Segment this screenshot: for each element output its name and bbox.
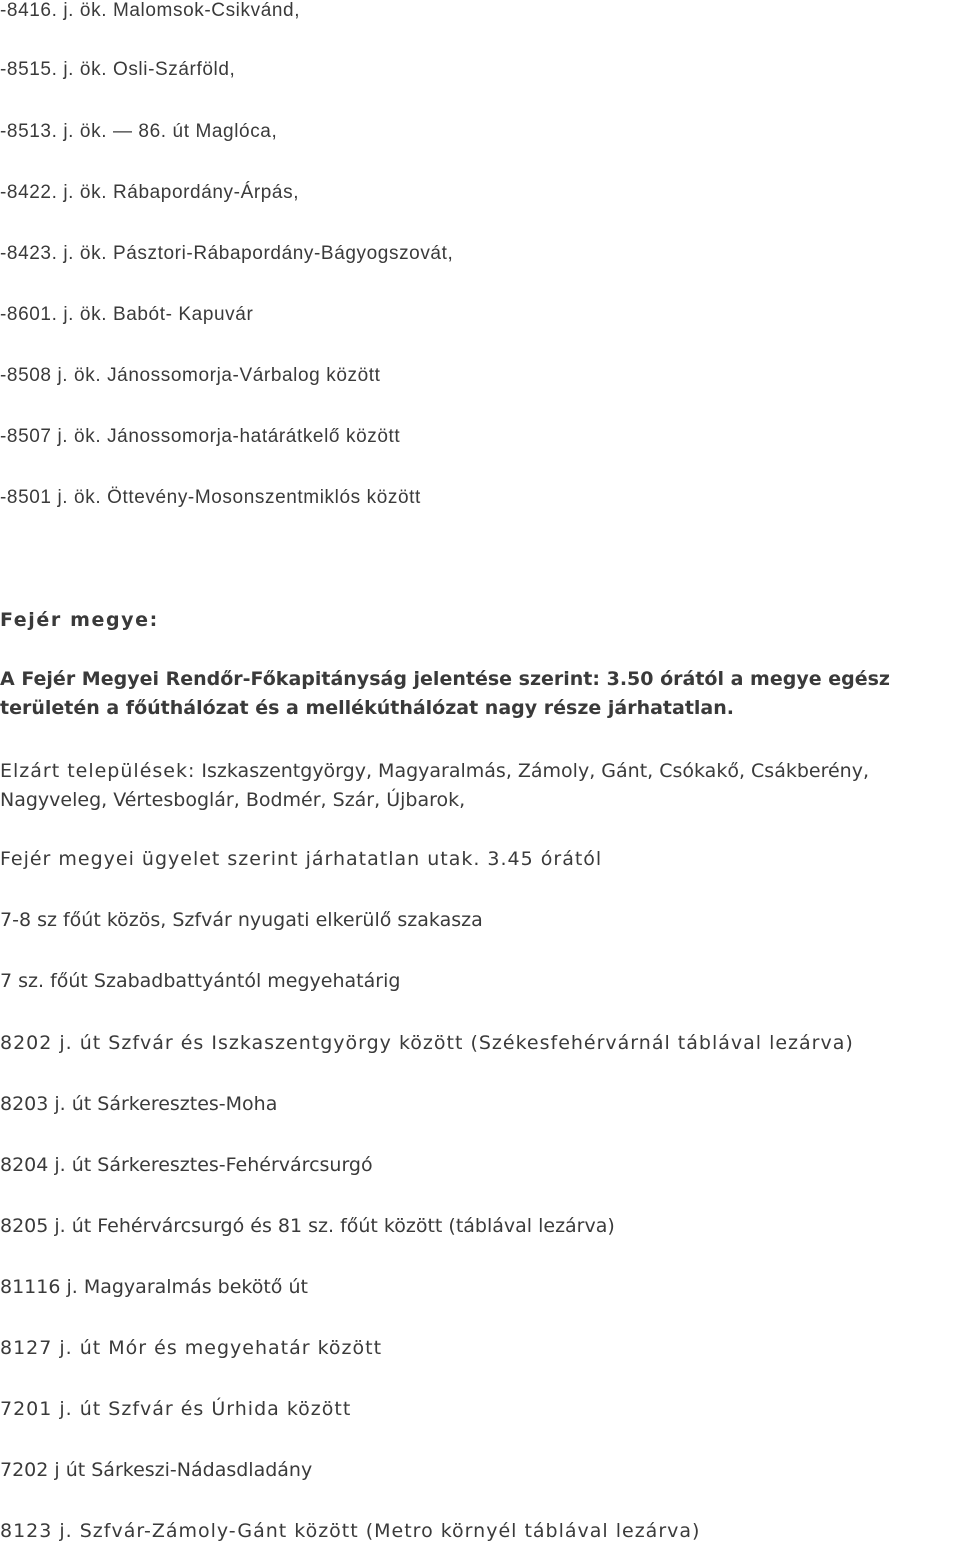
road-item: 7 sz. főút Szabadbattyántól megyehatárig [0, 970, 401, 992]
road-item: 7202 j út Sárkeszi-Nádasdladány [0, 1459, 313, 1481]
road-item: 8123 j. Szfvár-Zámoly-Gánt között (Metro környél táblával lezárva) [0, 1520, 701, 1542]
closed-settlements [0, 757, 960, 815]
road-item: 8204 j. út Sárkeresztes-Fehérvárcsurgó [0, 1154, 373, 1176]
road-item: -8501 j. ök. Öttevény-Mosonszentmiklós között [0, 487, 421, 508]
road-item: -8515. j. ök. Osli-Szárföld, [0, 59, 236, 80]
road-item: -8513. j. ök. — 86. út Maglóca, [0, 121, 278, 142]
road-item: Fejér megyei ügyelet szerint járhatatlan utak. 3.45 órától [0, 848, 603, 870]
road-item: -8416. j. ök. Malomsok-Csikvánd, [0, 0, 301, 21]
police-report: A Fejér Megyei Rendőr-Főkapitányság jelentése szerint: 3.50 órától a megye egész területén a főúthálózat és a mellékúthálózat nagy része járhatatlan. [0, 668, 890, 719]
road-item: -8422. j. ök. Rábapordány-Árpás, [0, 182, 300, 203]
road-item: -8507 j. ök. Jánossomorja-határátkelő között [0, 426, 401, 447]
closed-settlements-label: Elzárt települések: [0, 760, 196, 782]
closed-settlements-list: Iszkaszentgyörgy, Magyaralmás, Zámoly, Gánt, Csókakő, Csákberény, Nagyveleg, Vértesboglár, Bodmér, Szár, Újbarok, [0, 760, 870, 811]
road-item: 8127 j. út Mór és megyehatár között [0, 1337, 383, 1359]
road-item: -8423. j. ök. Pásztori-Rábapordány-Bágyogszovát, [0, 243, 454, 264]
road-item: 7201 j. út Szfvár és Úrhida között [0, 1398, 352, 1420]
section-heading-fejer: Fejér megye: [0, 609, 159, 631]
road-item: 8205 j. út Fehérvárcsurgó és 81 sz. főút között (táblával lezárva) [0, 1215, 615, 1237]
road-item: 7-8 sz főút közös, Szfvár nyugati elkerülő szakasza [0, 909, 483, 931]
road-item: 8202 j. út Szfvár és Iszkaszentgyörgy között (Székesfehérvárnál táblával lezárva) [0, 1032, 854, 1054]
road-item: -8508 j. ök. Jánossomorja-Várbalog között [0, 365, 381, 386]
road-item: -8601. j. ök. Babót- Kapuvár [0, 304, 254, 325]
road-item: 81116 j. Magyaralmás bekötő út [0, 1276, 308, 1298]
road-item: 8203 j. út Sárkeresztes-Moha [0, 1093, 278, 1115]
